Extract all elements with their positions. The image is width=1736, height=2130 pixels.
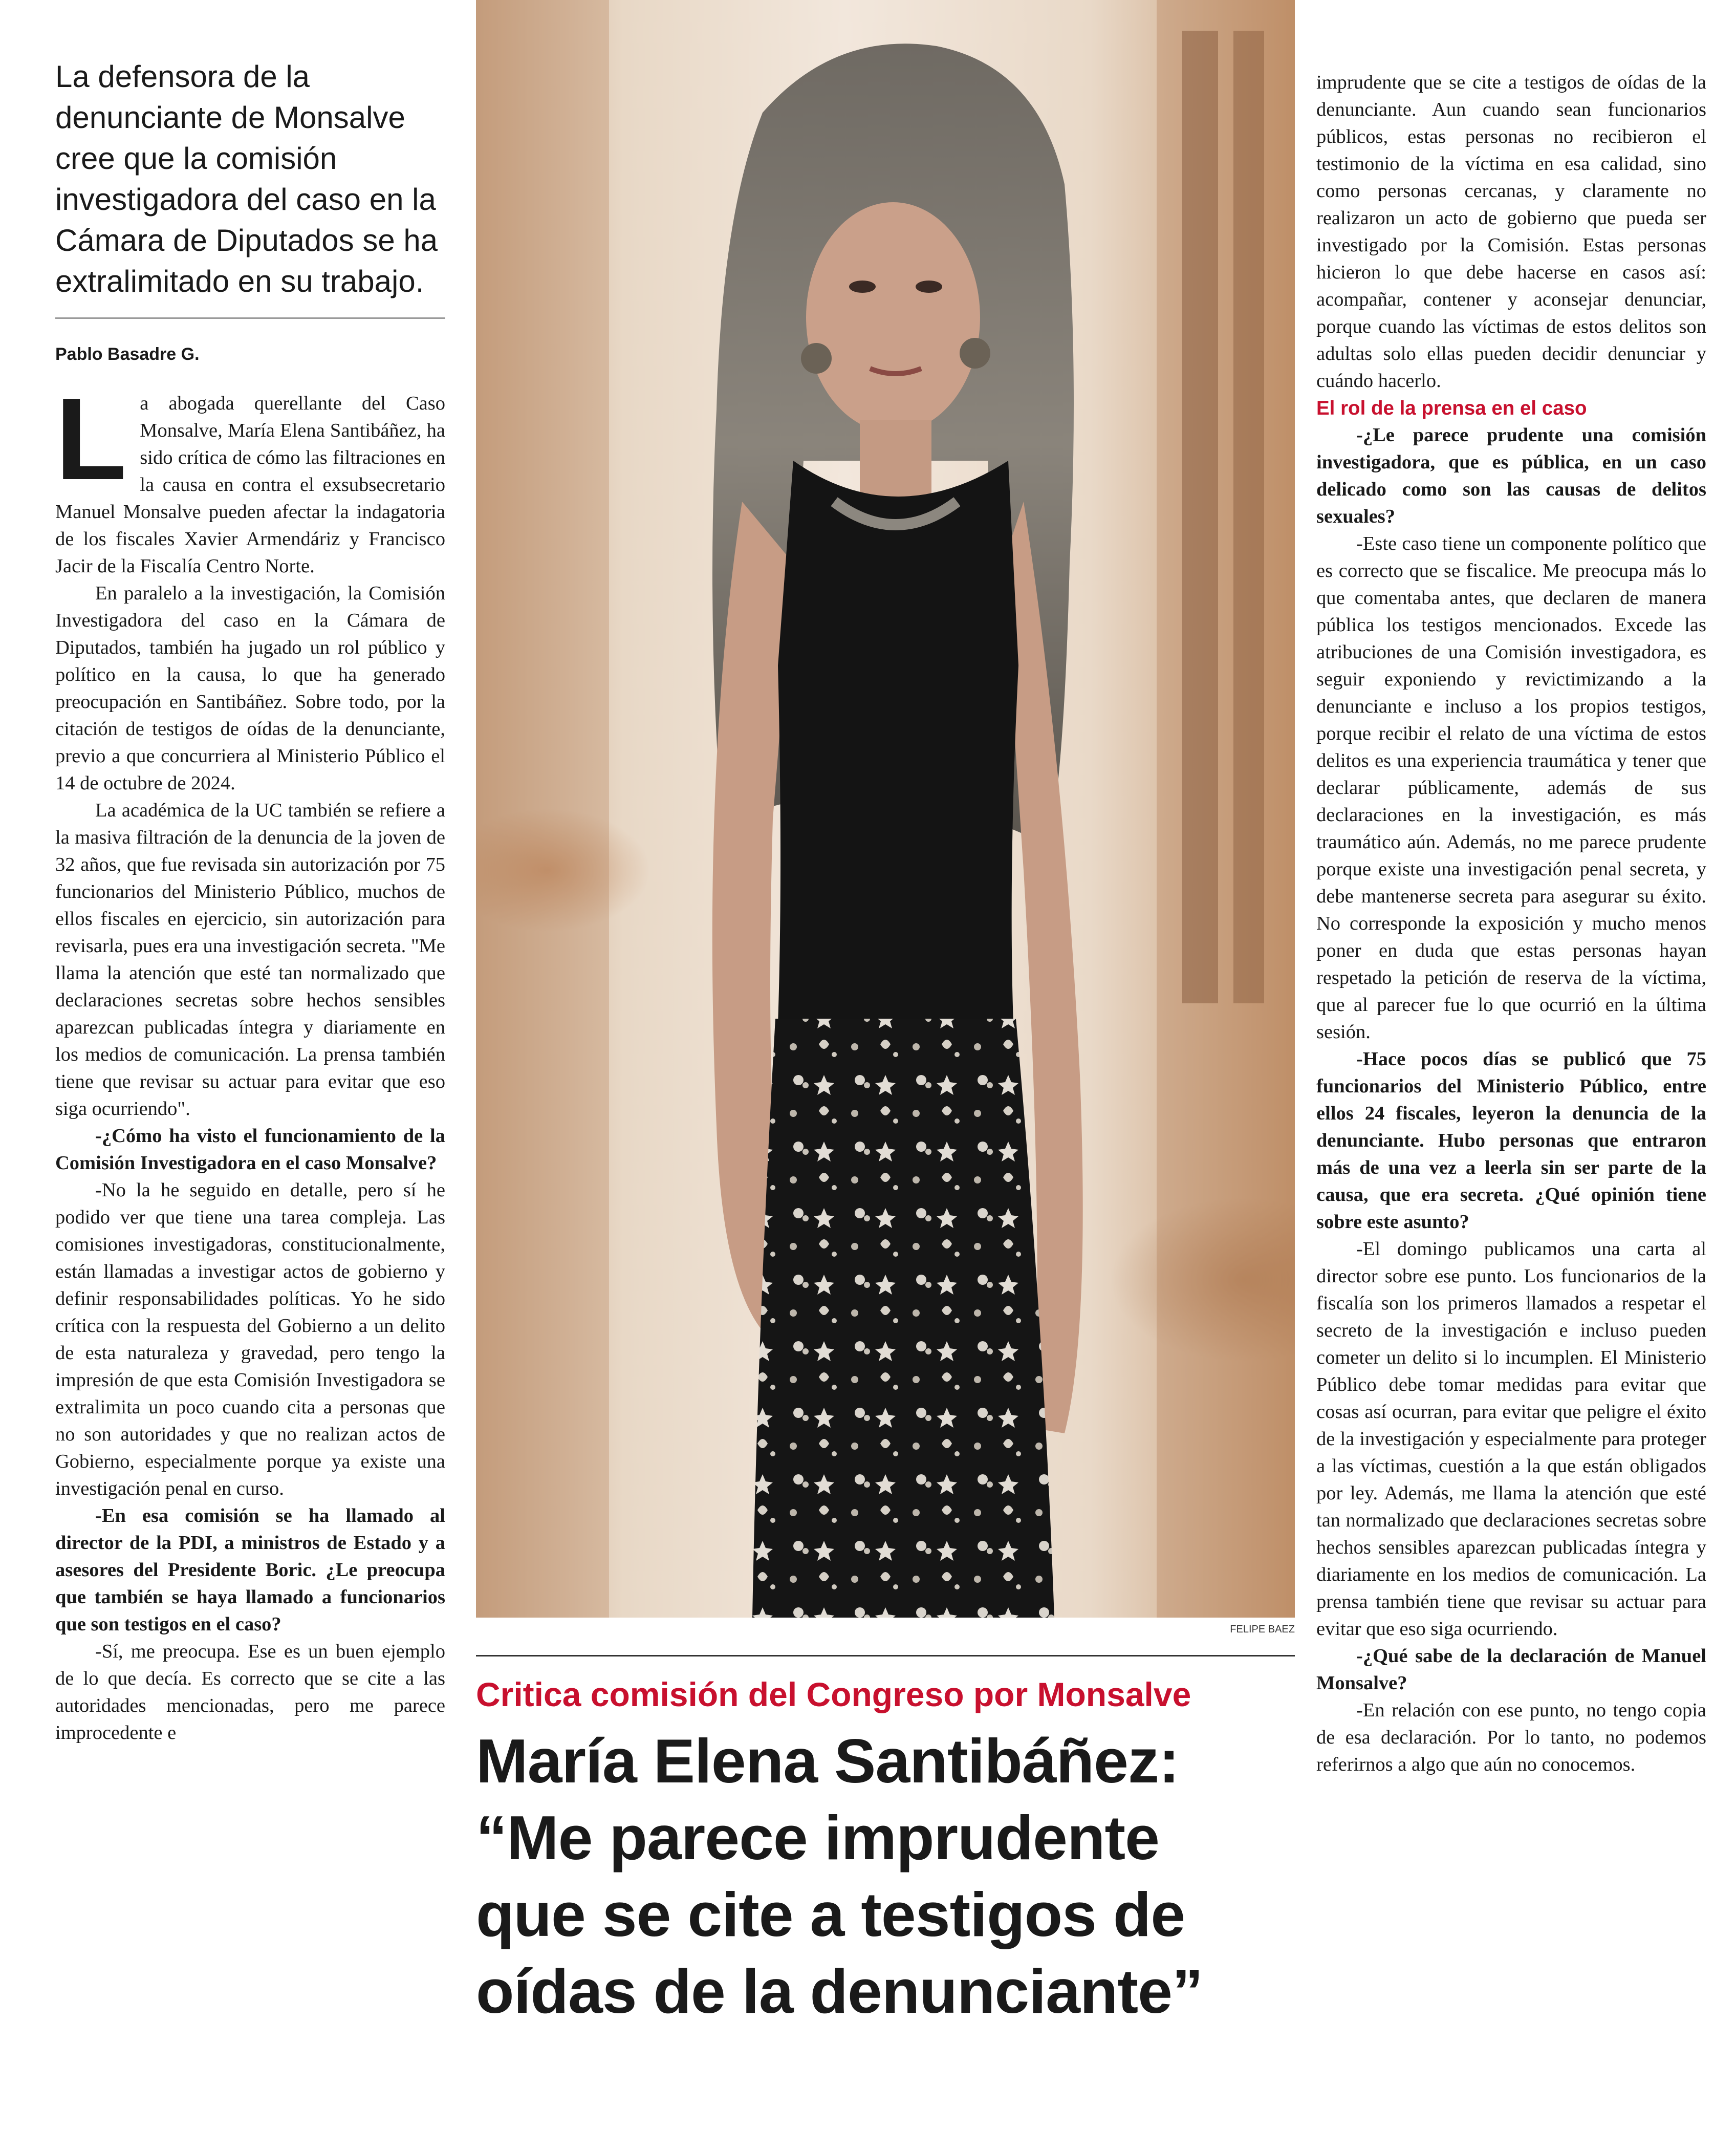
interview-question: -¿Qué sabe de la declaración de Manuel Monsalve? bbox=[1316, 1645, 1706, 1694]
drop-cap: L bbox=[55, 374, 127, 504]
kicker: Critica comisión del Congreso por Monsalve bbox=[476, 1675, 1191, 1713]
interview-answer: -No la he seguido en detalle, pero sí he podido ver que tiene una tarea compleja. Las comisiones investigadoras, constitucionalmente, están llamadas a investigar actos de gobierno y definir responsabilidades políticas. Yo he sido crítica con la respuesta del Gobierno a un delito de esta naturaleza y gravedad, pero tengo la impresión de que esta Comisión Investigadora se extralimita un poco cuando cita a personas que no son autoridades y que no realizan actos de Gobierno, especialmente porque ya existe una investigación penal en curso. bbox=[55, 1179, 445, 1499]
headline-line: que se cite a testigos de bbox=[476, 1880, 1185, 1949]
right-column bbox=[1316, 69, 1706, 1778]
lede-summary: La defensora de la denunciante de Monsalve cree que la comisión investigadora del caso en la Cámara de Diputados se ha extralimitado en su trabajo. bbox=[55, 59, 438, 298]
interview-question: -En esa comisión se ha llamado al director de la PDI, a ministros de Estado y a asesores del Presidente Boric. ¿Le preocupa que también se haya llamado a funcionarios que son testigos en el caso? bbox=[55, 1505, 445, 1635]
headline-divider bbox=[476, 1655, 1295, 1656]
interview-answer: imprudente que se cite a testigos de oídas de la denunciante. Aun cuando sean funcionarios públicos, estas personas no recibieron el testimonio de la víctima en esa calidad, sino como personas cercanas, y claramente no realizaron un acto de gobierno que pueda ser investigado por la Comisión. Estas personas hicieron lo que debe hacerse en casos así: acompañar, contener y aconsejar denunciar, porque cuando las víctimas de estos delitos son adultas solo ellas pueden decidir denunciar y cuándo hacerlo. bbox=[1316, 72, 1706, 392]
interview-answer: -Sí, me preocupa. Ese es un buen ejemplo de lo que decía. Es correcto que se cite a las autoridades mencionadas, pero me parece improcedente e bbox=[55, 1641, 445, 1744]
interview-answer: -El domingo publicamos una carta al director sobre ese punto. Los funcionarios de la fiscalía son los primeros llamados a respetar el secreto de la investigación e incluso pueden cometer un delito si lo incumplen. El Ministerio Público debe tomar medidas para evitar que cosas así ocurran, para evitar que peligre el éxito de la investigación y especialmente para proteger a las víctimas, cuestión a la que están obligados por ley. Además, me llama la atención que esté tan normalizado que declaraciones secretas sobre hechos sensibles aparezcan publicadas íntegra y diariamente en los medios de comunicación. La prensa también tiene que revisar su actuar para evitar que eso siga ocurriendo. bbox=[1316, 1238, 1706, 1640]
section-subhead: El rol de la prensa en el caso bbox=[1316, 397, 1587, 419]
portrait-photo bbox=[476, 0, 1295, 1618]
headline-line: oídas de la denunciante” bbox=[476, 1956, 1203, 2026]
article-paragraph: En paralelo a la investigación, la Comisión Investigadora del caso en la Cámara de Diputados, también ha jugado un rol público y político en la causa, lo que ha generado preocupación en Santibáñez. Sobre todo, por la citación de testigos de oídas de la denunciante, previo a que concurriera al Ministerio Público el 14 de octubre de 2024. bbox=[55, 583, 445, 794]
left-column bbox=[55, 56, 445, 1747]
interview-question: -Hace pocos días se publicó que 75 funcionarios del Ministerio Público, entre ellos 24 fiscales, leyeron la denuncia de la denunciante. Hubo personas que entraron más de una vez a leerla sin ser parte de la causa, que era secreta. ¿Qué opinión tiene sobre este asunto? bbox=[1316, 1048, 1706, 1233]
byline: Pablo Basadre G. bbox=[55, 345, 200, 364]
headline-line: María Elena Santibáñez: bbox=[476, 1726, 1179, 1796]
article-paragraph: La abogada querellante del Caso Monsalve, María Elena Santibáñez, ha sido crítica de cómo las filtraciones en la causa en contra el exsubsecretario Manuel Monsalve pueden afectar la indagatoria de los fiscales Xavier Armendáriz y Francisco Jacir de la Fiscalía Centro Norte. bbox=[55, 374, 445, 577]
right-body-text bbox=[1316, 69, 1706, 1778]
left-body-text bbox=[55, 374, 445, 1747]
headline bbox=[476, 1723, 1295, 2030]
photo-credit: FELIPE BAEZ bbox=[1230, 1624, 1295, 1635]
headline-line: “Me parece imprudente bbox=[476, 1803, 1159, 1873]
interview-answer: -Este caso tiene un componente político que es correcto que se fiscalice. Me preocupa más lo que comentaba antes, que declaren de manera pública los testigos mencionados. Excede las atribuciones de una Comisión investigadora, es seguir exponiendo y revictimizando a la denunciante e incluso a los propios testigos, porque recibir el relato de una víctima de estos delitos es una experiencia traumática y tener que declarar públicamente, además de sus declaraciones en la investigación, es más traumático aún. Además, no me parece prudente porque existe una investigación penal secreta, y debe mantenerse secreta para asegurar su éxito. No corresponde la exposición y mucho menos poner en duda que estas personas hayan respetado la petición de reserva de la víctima, que al parecer fue lo que ocurrió en la última sesión. bbox=[1316, 533, 1706, 1043]
portrait-illustration bbox=[476, 0, 1295, 1618]
lede-divider bbox=[55, 317, 445, 319]
article-paragraph: La académica de la UC también se refiere a la masiva filtración de la denuncia de la joven de 32 años, que fue revisada sin autorización por 75 funcionarios del Ministerio Público, muchos de ellos fiscales en ejercicio, sin autorización para revisarla, pues era una investigación secreta. "Me llama la atención que esté tan normalizado que declaraciones secretas sobre hechos sensibles aparezcan publicadas íntegra y diariamente en los medios de comunicación. La prensa también tiene que revisar su actuar para evitar que eso siga ocurriendo". bbox=[55, 800, 445, 1120]
interview-question: -¿Le parece prudente una comisión investigadora, que es pública, en un caso delicado como son las causas de delitos sexuales? bbox=[1316, 424, 1706, 527]
interview-answer: -En relación con ese punto, no tengo copia de esa declaración. Por lo tanto, no podemos referirnos a algo que aún no conocemos. bbox=[1316, 1699, 1706, 1775]
interview-question: -¿Cómo ha visto el funcionamiento de la Comisión Investigadora en el caso Monsalve? bbox=[55, 1125, 445, 1174]
